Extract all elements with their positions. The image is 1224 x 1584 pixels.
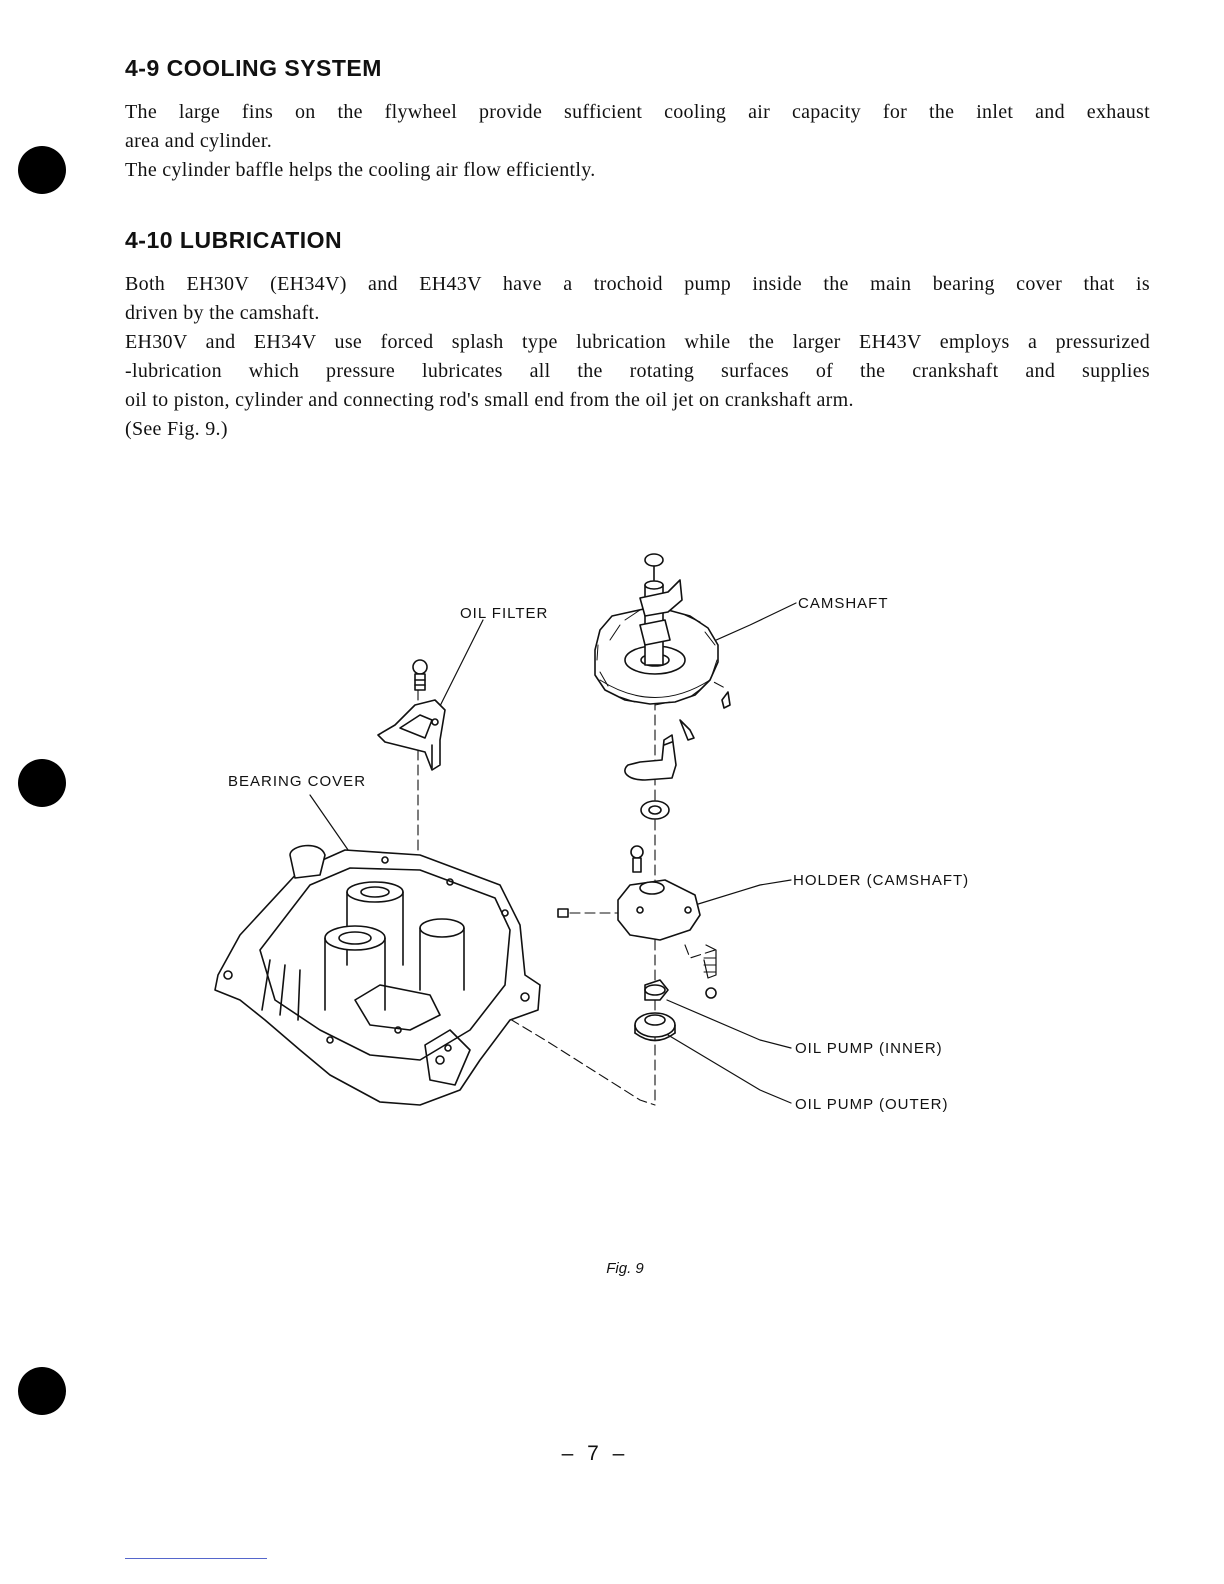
label-camshaft: CAMSHAFT: [798, 595, 889, 612]
lubrication-line-6: (See Fig. 9.): [125, 418, 228, 440]
label-oil-filter: OIL FILTER: [460, 605, 549, 622]
paragraph-lubrication: [125, 270, 1150, 444]
governor-parts-drawing: [625, 735, 676, 872]
punch-hole-3: [18, 1367, 66, 1415]
label-holder-camshaft: HOLDER (CAMSHAFT): [793, 872, 970, 889]
lubrication-line-4: -lubrication which pressure lubricates all the rotating surfaces of the crankshaft and supplies: [125, 360, 1150, 382]
label-bearing-cover: BEARING COVER: [228, 773, 367, 790]
punch-hole-2: [18, 759, 66, 807]
label-oil-pump-inner: OIL PUMP (INNER): [795, 1040, 943, 1057]
lubrication-line-1: Both EH30V (EH34V) and EH43V have a trochoid pump inside the main bearing cover that is: [125, 273, 1150, 295]
oil-filter-drawing: [378, 660, 445, 770]
cooling-line-1: The large fins on the flywheel provide sufficient cooling air capacity for the inlet and exhaust: [125, 101, 1150, 123]
holder-drawing: [558, 880, 716, 998]
figure-caption: Fig. 9: [606, 1260, 644, 1277]
label-oil-pump-outer: OIL PUMP (OUTER): [795, 1096, 949, 1113]
cooling-line-2: area and cylinder.: [125, 130, 272, 152]
lubrication-line-2: driven by the camshaft.: [125, 302, 320, 324]
punch-hole-1: [18, 146, 66, 194]
page-number: – 7 –: [561, 1442, 629, 1465]
footer-rule: [125, 1558, 267, 1559]
camshaft-drawing: [595, 554, 730, 740]
lubrication-line-5: oil to piston, cylinder and connecting rod's small end from the oil jet on crankshaft arm.: [125, 389, 854, 411]
lubrication-line-3: EH30V and EH34V use forced splash type lubrication while the larger EH43V employs a pressurized: [125, 331, 1150, 353]
section-heading-cooling: 4-9 COOLING SYSTEM: [125, 55, 382, 81]
bearing-cover-drawing: [215, 846, 540, 1105]
paragraph-cooling: [125, 98, 1150, 185]
cooling-line-3: The cylinder baffle helps the cooling air flow efficiently.: [125, 159, 596, 181]
section-heading-lubrication: 4-10 LUBRICATION: [125, 227, 343, 253]
